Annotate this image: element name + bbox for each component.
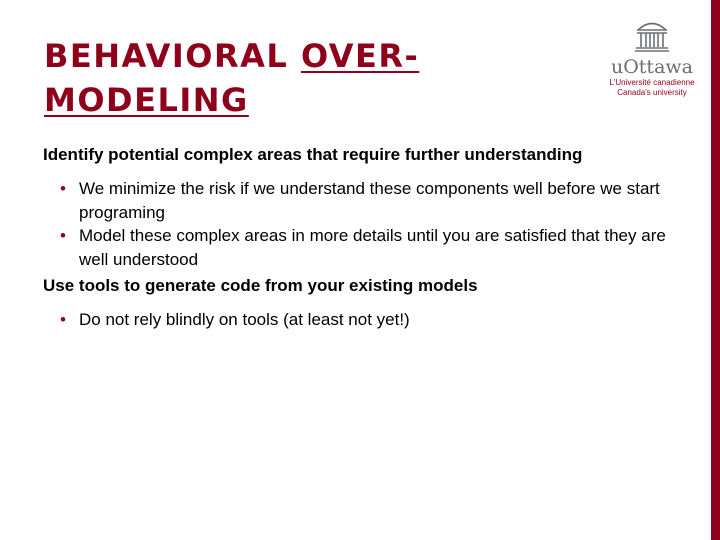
uottawa-logo bbox=[600, 14, 704, 110]
bullet-text-1: We minimize the risk if we understand these components well before we start programing bbox=[79, 179, 660, 222]
logo-tagline-french: L'Université canadienne bbox=[609, 78, 695, 87]
logo-wordmark: uOttawa bbox=[610, 56, 693, 78]
point-1: Identify potential complex areas that require further understanding bbox=[43, 145, 583, 164]
bullet-item-3 bbox=[43, 308, 683, 332]
title-text-2: OVER- bbox=[300, 37, 420, 75]
slide-body bbox=[43, 143, 683, 332]
bullet-text-3: Do not rely blindly on tools (at least not yet!) bbox=[79, 310, 410, 329]
bullet-text-2: Model these complex areas in more details until you are satisfied that they are well understood bbox=[79, 226, 666, 269]
point-1-bullets bbox=[43, 177, 683, 271]
bullet-icon: • bbox=[60, 310, 66, 329]
bullet-icon: • bbox=[60, 226, 66, 245]
bullet-item-2 bbox=[43, 224, 683, 271]
tabaret-hall-icon bbox=[632, 14, 672, 54]
title-text-1: BEHAVIORAL bbox=[44, 37, 301, 75]
point-2: Use tools to generate code from your existing models bbox=[43, 276, 478, 295]
point-2-bullets bbox=[43, 308, 683, 332]
logo-tagline-english: Canada's university bbox=[617, 88, 687, 97]
bullet-item-1 bbox=[43, 177, 683, 224]
slide-title bbox=[44, 34, 564, 122]
accent-bar bbox=[711, 0, 720, 540]
title-text-3: MODELING bbox=[44, 81, 249, 119]
bullet-icon: • bbox=[60, 179, 66, 198]
